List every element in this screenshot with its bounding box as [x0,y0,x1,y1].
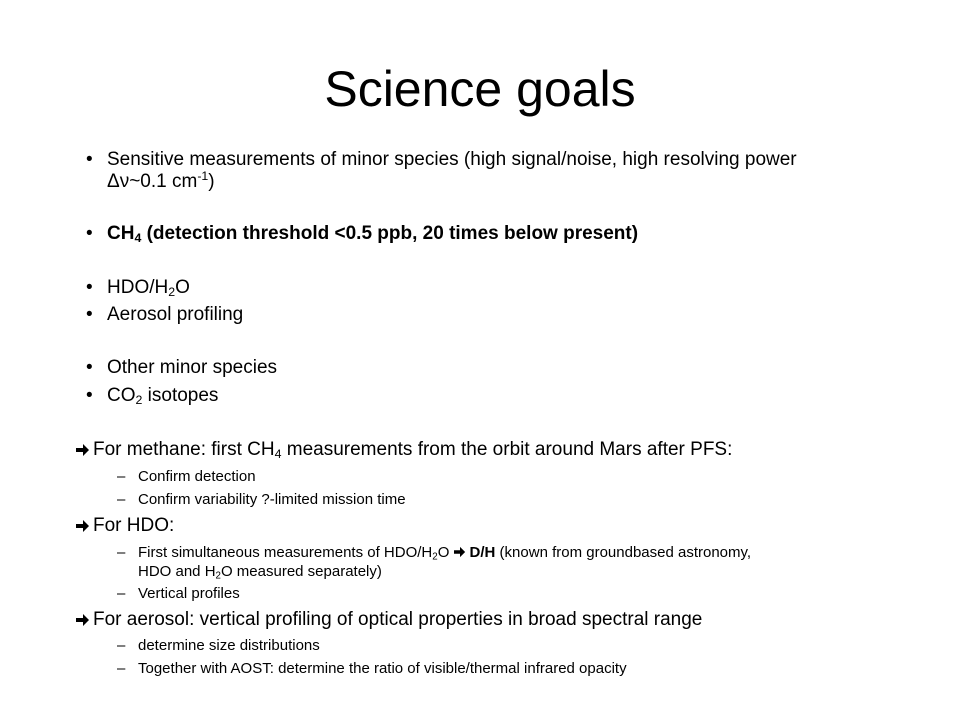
arrow-item-methane: For methane: first $CH_4$ measurements from the orbit around Mars after PFS: [76,439,936,463]
bullet-other-minor-species: • Other minor species [86,357,278,378]
sub-item-size-distributions: – determine size distributions [117,637,320,654]
bullet-aerosol-profiling: • Aerosol profiling [86,304,244,325]
bullet-co2-isotopes: • $CO_2$ isotopes [86,385,219,408]
right-arrow-icon [454,545,466,563]
bullet-dot: • [86,357,93,378]
bullet-dot: • [86,304,93,325]
bullet-dot: • [86,223,93,244]
bullet-sensitive-measurements [86,149,907,171]
right-arrow-icon [76,517,90,539]
bullet-sensitive-measurements-line2: Δν~0.1 $cm^{-1}$) [107,169,215,192]
bullet-ch4-threshold: • $CH_4$ (detection threshold <0.5 ppb, 20 times below present) [86,223,639,246]
sub-item-first-simultaneous: – First simultaneous measurements of HDO/$H_2O$ D/H (known from groundbased astronomy, [117,544,752,563]
bullet-text: Sensitive measurements of minor species (high signal/noise, high resolving power [107,149,797,170]
arrow-item-aerosol: For aerosol: vertical profiling of optical properties in broad spectral range [76,609,936,633]
sub-item-confirm-variability: – Confirm variability ?-limited mission time [117,491,406,508]
bullet-dot: • [86,149,93,170]
bullet-dot: • [86,277,93,298]
bullet-dot: • [86,385,93,406]
sub-item-aost-ratio: – Together with AOST: determine the ratio of visible/thermal infrared opacity [117,660,627,677]
right-arrow-icon [76,611,90,633]
slide-title: Science goals [324,61,636,117]
arrow-item-hdo: For HDO: [76,515,936,539]
sub-item-confirm-detection: – Confirm detection [117,468,256,485]
bullet-hdo-h2o: • HDO/$H_2O$ [86,277,190,300]
sub-item-first-simultaneous-line2: HDO and $H_2O$ measured separately) [138,563,382,582]
sub-item-vertical-profiles: – Vertical profiles [117,585,240,602]
right-arrow-icon [76,441,90,463]
